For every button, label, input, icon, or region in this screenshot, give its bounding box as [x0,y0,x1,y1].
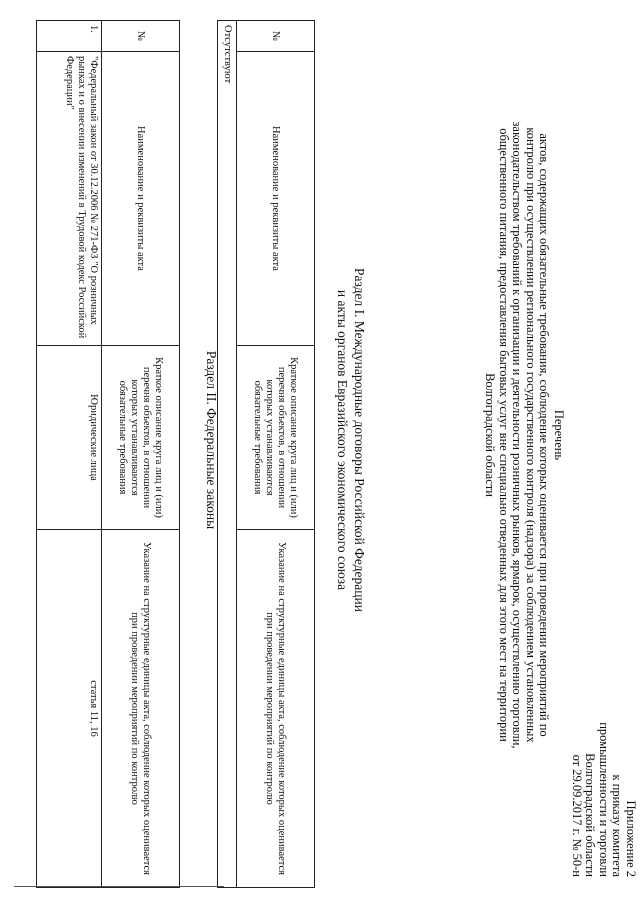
appendix-line: промышленности и торговли [597,722,611,877]
table-header-row [237,21,315,888]
header-ref: Указание на структурные единицы акта, соблюдение которых оценивается при проведении мероприятий по контролю [237,530,315,888]
section-1-heading [334,160,368,720]
appendix-line: от 29.09.2017 г. № 50-н [570,754,584,877]
header-scope: Краткое описание круга лиц и (или) перечня объектов, в отношении которых устанавливаются обязательные требования [237,346,315,530]
appendix-line: к приказу комитета [610,774,625,877]
row-scope: Юридические лица [37,346,102,530]
row-num: 1. [37,21,102,52]
appendix-line: Волгоградской области [583,753,598,877]
appendix-block [570,722,638,877]
title-heading: Перечень [552,409,566,461]
table-section-1 [217,20,315,888]
row-name: "Федеральный закон от 30.12.2006 № 271-ФЗ "О розничных рынках и о внесении изменений в Трудовой кодекс Российской Федерации" [37,52,102,346]
header-scope: Краткое описание круга лиц и (или) перечня объектов, в отношении которых устанавливаются обязательные требования [102,346,180,530]
table-header-row [102,21,180,888]
table-row [218,21,237,888]
title-line: Волгоградской области [483,373,498,497]
header-num: № [102,21,180,52]
title-line: общественного питания, предоставления бытовых услуг вне специально отведенных для этого мест на территории [497,128,511,742]
row-ref: статья 11, 16 [37,530,102,888]
header-ref: Указание на структурные единицы акта, соблюдение которых оценивается при проведении мероприятий по контролю [102,530,180,888]
section-1-line: и акты органов Евразийского экономического союза [335,289,350,591]
absent-cell: Отсутствуют [218,21,237,888]
table-section-2 [36,20,180,888]
title-line: контролю при осуществлении регионального государственного контроля (надзора) за соблюдением установленных [524,127,538,743]
section-2-heading: Раздел II. Федеральные законы [204,350,219,530]
appendix-line: Приложение 2 [624,800,638,877]
header-name: Наименование и реквизиты акта [102,52,180,346]
section-1-line: Раздел I. Международные договоры Российской Федерации [352,268,367,612]
document-title [483,70,565,800]
title-line: законодательством требований к организации и деятельности розничных рынков, ярмарок, осуществлению торговли, [510,121,525,749]
table-row [37,21,102,888]
scan-edge-line [14,886,224,887]
header-num: № [237,21,315,52]
header-name: Наименование и реквизиты акта [237,52,315,346]
title-line: актов, содержащих обязательные требования, соблюдение которых оценивается при проведении мероприятий по [537,133,552,737]
